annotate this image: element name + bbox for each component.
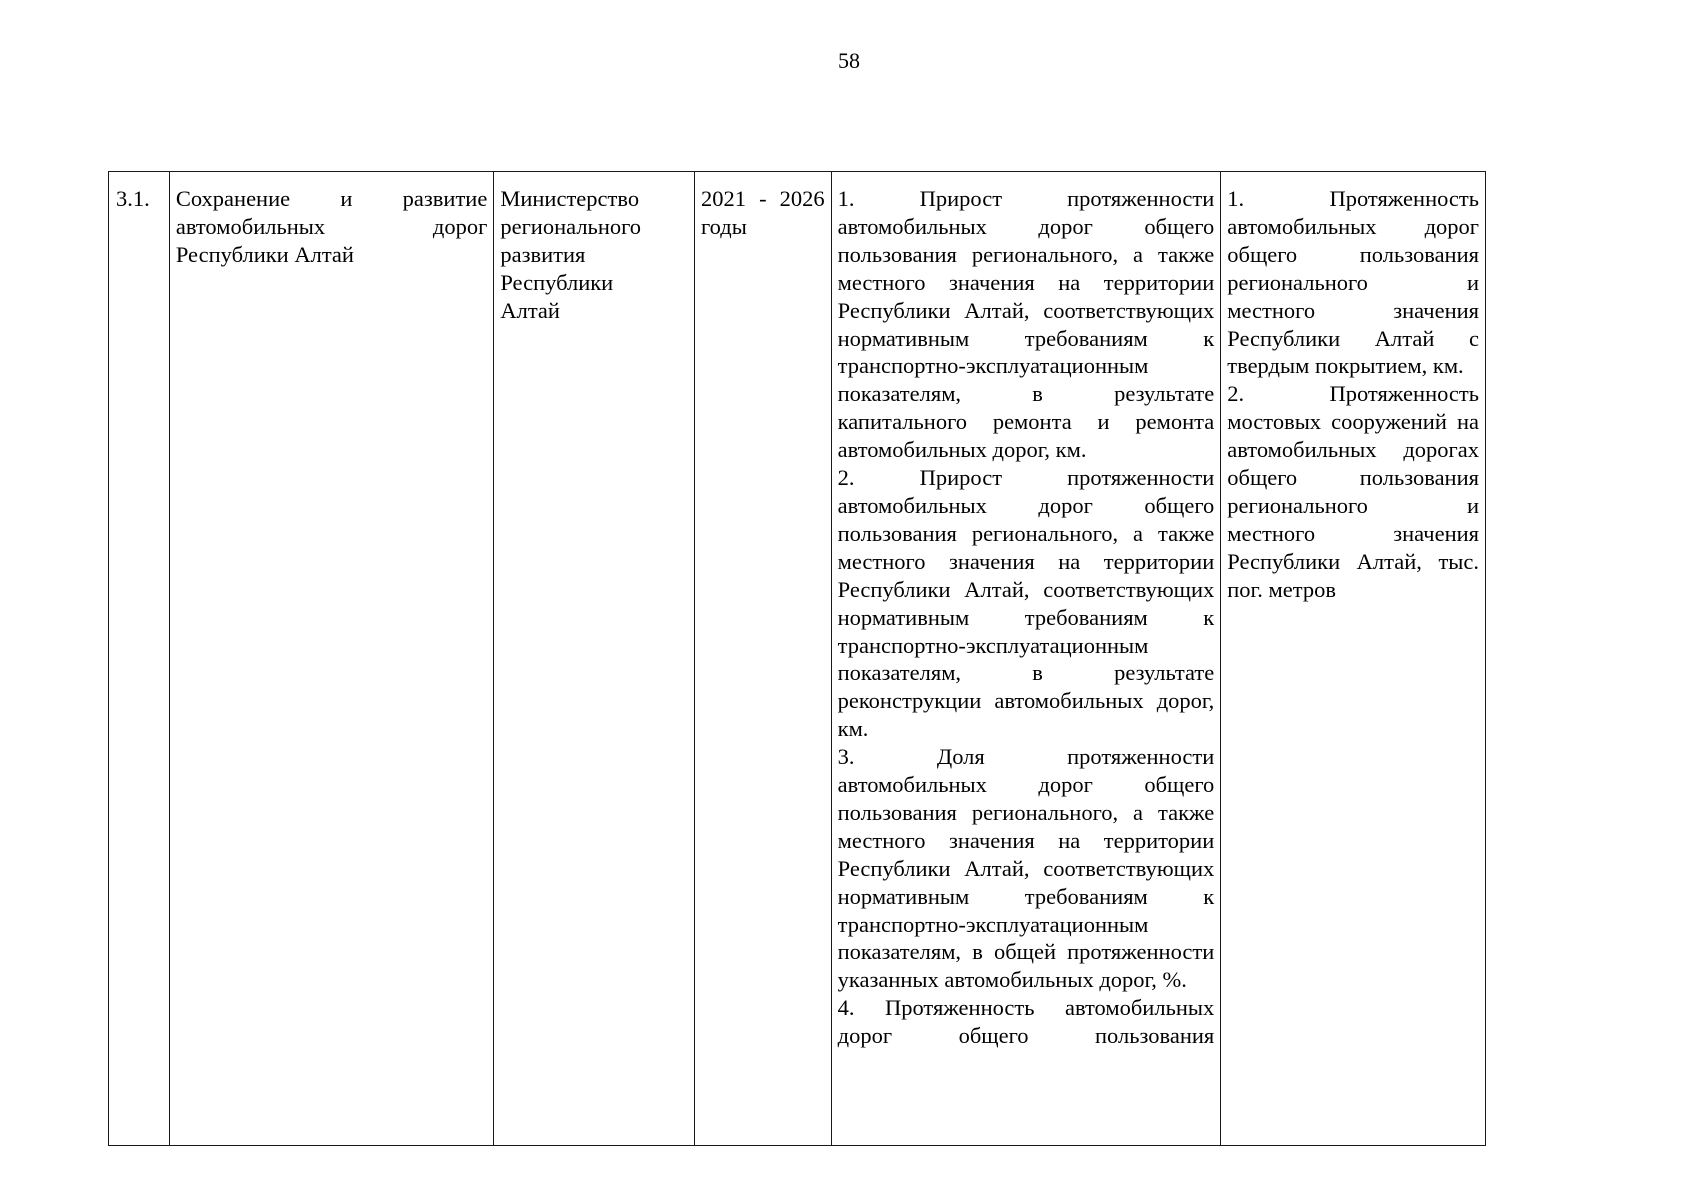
indicator-item: 3. Доля протяженности автомобильных дорог общего пользования регионального, а также местного значения на территории Республики Алтай, соответствующих нормативным требованиям к транспортно-эксплуатационным показателям, в общей протяженности указанных автомобильных дорог, %. [837, 744, 1215, 993]
indicators-cell [831, 172, 1221, 1146]
indicator-item: 4. Протяженность автомобильных дорог общего пользования [837, 995, 1215, 1049]
responsible-line: развития [500, 241, 586, 267]
result-item: 1. Протяженность автомобильных дорог общего пользования регионального и местного значения Республики Алтай с твердым покрытием, км. [1227, 186, 1479, 379]
period-cell [695, 172, 832, 1146]
responsible-cell [494, 172, 695, 1146]
responsible-line: Алтай [500, 297, 560, 323]
event-name: Сохранение и развитие автомобильных дорог Республики Алтай [175, 186, 488, 267]
indicator-item: 1. Прирост протяженности автомобильных дорог общего пользования регионального, а также местного значения на территории Республики Алтай, соответствующих нормативным требованиям к транспортно-эксплуатационным показателям, в результате капитального ремонта и ремонта автомобильных дорог, км. [837, 186, 1215, 463]
page-number: 58 [838, 48, 860, 73]
responsible-line: Республики [500, 269, 614, 295]
indicator-item: 2. Прирост протяженности автомобильных дорог общего пользования регионального, а также местного значения на территории Республики Алтай, соответствующих нормативным требованиям к транспортно-эксплуатационным показателям, в результате реконструкции автомобильных дорог, км. [837, 465, 1215, 742]
period: 2021 - 2026 годы [701, 186, 825, 239]
row-number: 3.1. [109, 172, 170, 1146]
result-item: 2. Протяженность мостовых сооружений на автомобильных дорогах общего пользования регионального и местного значения Республики Алтай, тыс. пог. метров [1227, 381, 1479, 602]
results-cell [1221, 172, 1486, 1146]
table-row [109, 172, 1486, 1146]
event-name-cell [169, 172, 494, 1146]
program-table [108, 171, 1486, 1146]
responsible-line: Министерство [500, 186, 640, 211]
responsible-line: регионального [500, 213, 642, 239]
